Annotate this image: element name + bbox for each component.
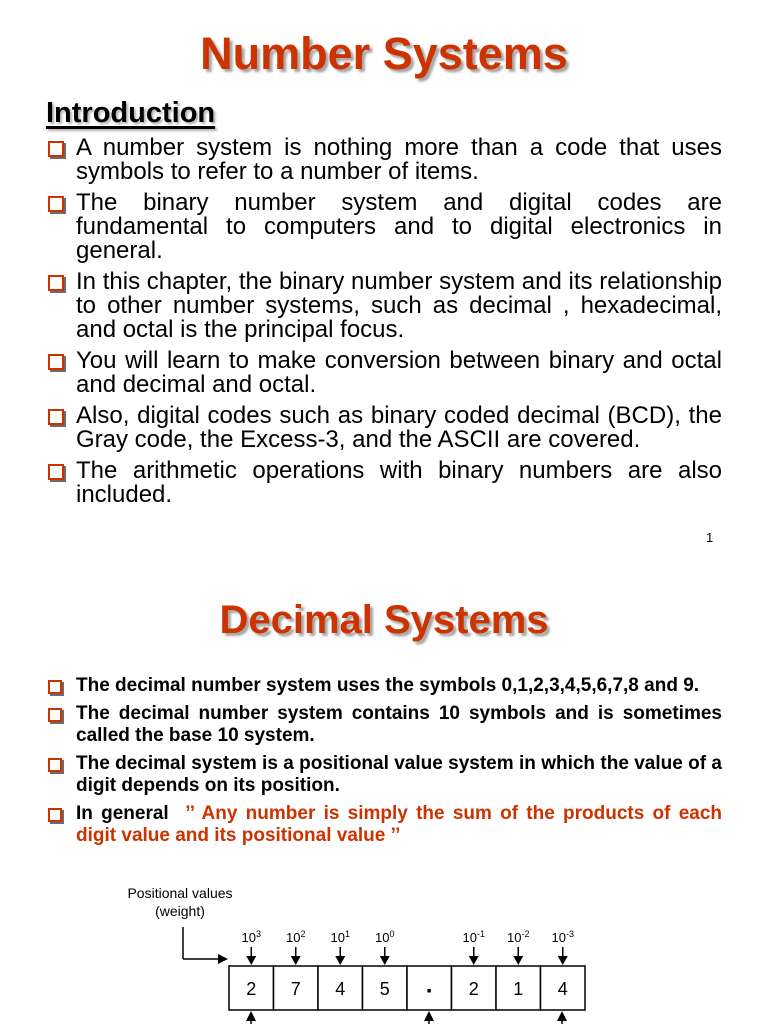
bullet-text: The decimal number system uses the symbols 0,1,2,3,4,5,6,7,8 and 9.: [76, 675, 700, 696]
general-prefix: In general: [76, 803, 169, 824]
list-item: [46, 703, 722, 747]
digit-value: 2: [246, 979, 257, 999]
weight-arrow-head: [291, 956, 301, 965]
bullet-text: In this chapter, the binary number system and its relationship to other number systems, such as decimal , hexadecimal, and octal is the principal focus.: [76, 268, 722, 343]
checkbox-bullet-icon: [48, 354, 64, 370]
weight-arrow-head: [335, 956, 345, 965]
list-item: [46, 191, 722, 263]
digit-value: 1: [513, 979, 524, 999]
weight-label: (weight): [155, 903, 205, 919]
introduction-bullet-list: [46, 136, 722, 514]
checkbox-bullet-icon: [48, 464, 64, 480]
bottom-arrows: [246, 1011, 567, 1024]
bullet-text: The decimal number system contains 10 symbols and is sometimes called the base 10 system.: [76, 703, 722, 746]
positional-values-label: Positional values: [127, 885, 233, 901]
digit-value: 2: [468, 979, 479, 999]
list-item: [46, 136, 722, 184]
weight-label-3: $10^1$: [330, 929, 350, 945]
bullet-text: A number system is nothing more than a code that uses symbols to refer to a number of items.: [76, 134, 722, 185]
slide-title-number-systems: Number Systems: [200, 28, 568, 79]
weight-arrow-head: [246, 956, 256, 965]
checkbox-bullet-icon: [48, 196, 64, 212]
bullet-text: Also, digital codes such as binary coded decimal (BCD), the Gray code, the Excess-3, and the ASCII are covered.: [76, 402, 722, 453]
list-item: [46, 404, 722, 452]
list-item: [46, 753, 722, 797]
slide-title-decimal-systems: Decimal Systems: [219, 598, 549, 642]
list-item: [46, 803, 722, 847]
weight-label-2: $10^2$: [286, 929, 306, 945]
checkbox-bullet-icon: [48, 275, 64, 291]
decimal-bullet-list: [46, 675, 722, 853]
checkbox-bullet-icon: [48, 141, 64, 157]
list-item: [46, 349, 722, 397]
decimal-point: ▪: [426, 982, 432, 998]
bullet-text: The decimal system is a positional value system in which the value of a digit depends on its position.: [76, 753, 722, 796]
positional-value-diagram: [0, 870, 768, 1024]
section-heading-introduction: Introduction: [46, 97, 216, 129]
list-item: [46, 459, 722, 507]
weight-arrow-head: [469, 956, 479, 965]
digit-value: 4: [557, 979, 568, 999]
digit-value: 4: [335, 979, 346, 999]
weight-label-7: $10^{-3}$: [551, 929, 574, 945]
list-item: [46, 675, 722, 697]
weight-arrow-head: [380, 956, 390, 965]
list-item: [46, 270, 722, 342]
digit-value: 7: [290, 979, 301, 999]
checkbox-bullet-icon: [48, 758, 62, 772]
bullet-text: You will learn to make conversion between binary and octal and decimal and octal.: [76, 347, 722, 398]
checkbox-bullet-icon: [48, 680, 62, 694]
weights-row: [242, 929, 574, 945]
pointer-arrow: [183, 927, 228, 964]
page-number: 1: [706, 530, 714, 545]
bullet-text: The arithmetic operations with binary numbers are also included.: [76, 457, 722, 508]
digit-boxes-row: [229, 966, 585, 1010]
checkbox-bullet-icon: [48, 808, 62, 822]
weight-label-1: $10^3$: [241, 929, 261, 945]
weight-label-4: $10^0$: [375, 929, 395, 945]
bullet-text: The binary number system and digital codes are fundamental to computers and to digital electronics in general.: [76, 189, 722, 264]
weight-arrow-head: [558, 956, 568, 965]
weight-label-5: $10^{-1}$: [462, 929, 485, 945]
weight-arrow-head: [513, 956, 523, 965]
checkbox-bullet-icon: [48, 708, 62, 722]
digit-value: 5: [379, 979, 390, 999]
weight-label-6: $10^{-2}$: [507, 929, 530, 945]
general-quote: ’’ Any number is simply the sum of the products of each digit value and its positional value ’’: [76, 803, 723, 846]
weight-arrows: [246, 947, 568, 965]
checkbox-bullet-icon: [48, 409, 64, 425]
